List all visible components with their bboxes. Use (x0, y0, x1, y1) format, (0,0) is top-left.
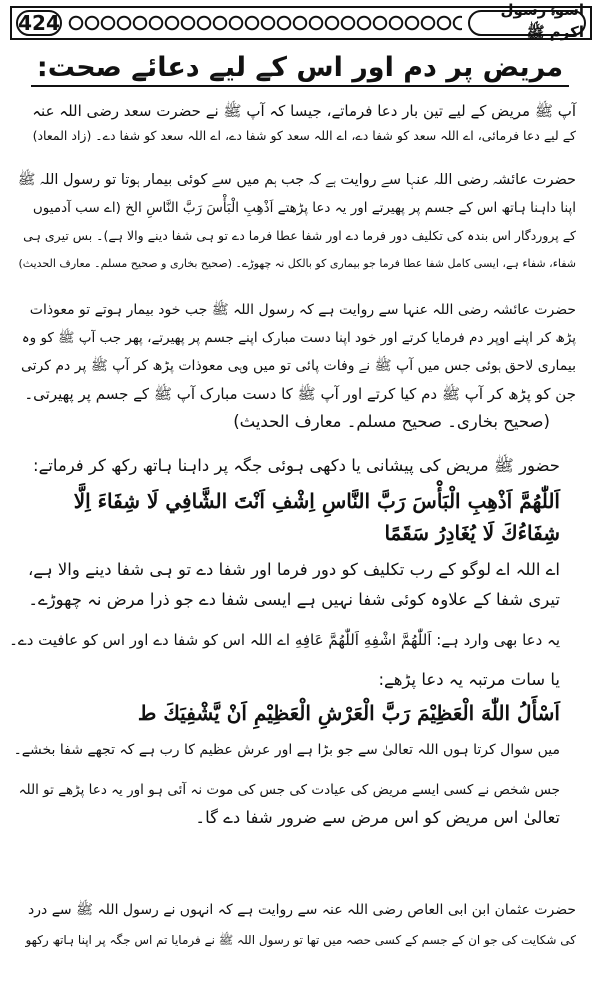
text-line: یہ دعا بھی وارد ہے: اَللّٰهُمَّ اشْفِهِ اَللّٰهُمَّ عَافِهِ اے اللہ اس کو شفا دے اور اس کو عافیت دے۔ (9, 631, 560, 649)
section-title: مریض پر دم اور اس کے لیے دعائے صحت: (31, 52, 569, 87)
text-line: شفاء، شفاء ہے، ایسی کامل شفا عطا فرما جو بیماری کو بالکل نہ چھوڑے۔ (صحیح بخاری و صحیح مسلم۔ معارف الحدیث) (18, 257, 576, 270)
text-line: حضرت عائشہ رضی اللہ عنہا سے روایت ہے کہ رسول اللہ ﷺ جب خود بیمار ہوتے تو معوذات (29, 302, 576, 318)
text-line: تعالیٰ اس مریض کو اس مرض سے ضرور شفا دے گا۔ (195, 808, 560, 827)
text-line: حضور ﷺ مریض کی پیشانی یا دکھی ہوئی جگہ پر داہنا ہاتھ رکھ کر فرماتے: (33, 456, 560, 475)
text-line: آپ ﷺ مریض کے لیے تین بار دعا فرماتے، جیسا کہ آپ ﷺ نے حضرت سعد رضی اللہ عنہ (32, 102, 576, 120)
text-line: حضرت عثمان ابن ابی العاص رضی اللہ عنہ سے روایت ہے کہ انہوں نے رسول اللہ ﷺ سے درد (28, 902, 576, 918)
text-line: یا سات مرتبہ یہ دعا پڑھے: (378, 670, 560, 689)
text-line: اے اللہ اے لوگو کے رب تکلیف کو دور فرما اور شفا دے تو ہی شفا دینے والا ہے، (27, 560, 560, 579)
text-line: حضرت عائشہ رضی اللہ عنہا سے روایت ہے کہ جب ہم میں سے کوئی بیمار ہوتا تو رسول اللہ ﷺ (17, 172, 576, 188)
text-line: جس شخص نے کسی ایسے مریض کی عیادت کی جس کی موت نہ آئی ہو اور یہ دعا پڑھے تو اللہ (18, 782, 560, 798)
text-line: پڑھ کر اپنے اوپر دم فرمایا کرتے اور خود اپنا دست مبارک اپنے جسم پر پھیرتے، پھر جب آپ ﷺ کو وہ (21, 330, 576, 346)
page-header (10, 1, 592, 41)
text-line: کے پروردگار اس بندہ کی تکلیف دور فرما دے اور شفا عطا فرما دے تو ہی شفا دینے والا ہے)۔ بس تیری ہی (23, 228, 576, 243)
text-line: جن کو پڑھ کر آپ ﷺ دم کیا کرتے اور آپ ﷺ کا دست مبارک آپ ﷺ کے جسم پر پھیرتی۔ (24, 385, 576, 403)
arabic-dua: شِفَاءُكَ لَا يُغَادِرُ سَقَمًا (384, 521, 560, 545)
arabic-dua: اَسْأَلُ اللّٰهَ الْعَظِيْمَ رَبَّ الْعَرْشِ الْعَظِيْمِ اَنْ يَّشْفِيَكَ ط (137, 701, 560, 725)
section-heading (0, 52, 600, 83)
page-number: 424 (16, 10, 62, 36)
running-title: اسوۂ رسول اکرم ﷺ (468, 10, 586, 36)
ornamental-border (68, 14, 462, 32)
text-line: تیری شفا کے علاوہ کوئی شفا نہیں ہے ایسی شفا دے جو ذرا مرض نہ چھوڑے۔ (28, 590, 560, 609)
text-line: میں سوال کرتا ہوں اللہ تعالیٰ سے جو بڑا ہے اور عرش عظیم کا رب ہے کہ تجھے شفا بخشے۔ (13, 742, 560, 758)
citation: (صحیح بخاری۔ صحیح مسلم۔ معارف الحدیث) (233, 412, 550, 431)
text-line: اپنا داہنا ہاتھ اس کے جسم پر پھیرتے اور یہ دعا پڑھتے اَذْهِبِ الْبَأْسَ رَبَّ النَّاسِ الخ (اے سب آدمیوں (32, 200, 576, 216)
text-line: کے لیے دعا فرمائی، اے اللہ سعد کو شفا دے، اے اللہ سعد کو شفا دے، اے اللہ سعد کو شفا دے۔ (زاد المعاد) (32, 128, 576, 143)
text-line: بیماری لاحق ہوئی جس میں آپ ﷺ نے وفات پائی تو میں وہی معوذات پڑھ کر آپ ﷺ پر دم کرتی (20, 358, 576, 374)
text-line: کی شکایت کی جو ان کے جسم کے کسی حصہ میں تھا تو رسول اللہ ﷺ نے فرمایا تم اس جگہ پر اپنا ہاتھ رکھو (25, 933, 576, 947)
arabic-dua: اَللّٰهُمَّ اَذْهِبِ الْبَأْسَ رَبَّ النَّاسِ اِشْفِ اَنْتَ الشَّافِي لَا شِفَاءَ اِلَّا (73, 489, 560, 513)
